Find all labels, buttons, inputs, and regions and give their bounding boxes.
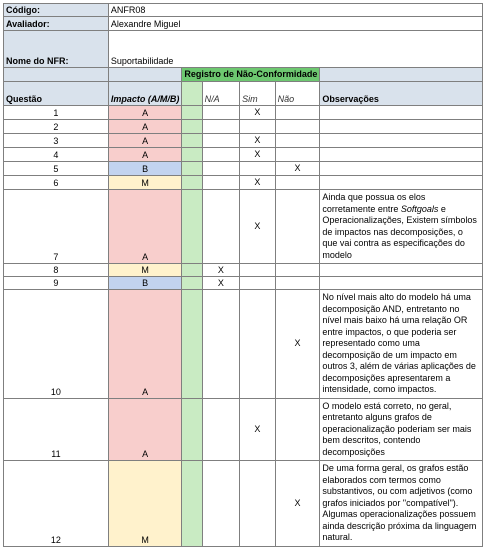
observacoes-cell[interactable] xyxy=(320,106,483,120)
sim-cell[interactable] xyxy=(240,277,276,290)
sim-header: Sim xyxy=(240,82,276,106)
nao-cell[interactable] xyxy=(275,264,320,277)
questao-cell: 2 xyxy=(4,120,109,134)
table-row xyxy=(4,148,483,162)
questao-cell: 3 xyxy=(4,134,109,148)
impacto-cell[interactable]: B xyxy=(108,277,182,290)
table-row xyxy=(4,162,483,176)
questao-cell: 12 xyxy=(4,461,109,547)
nfr-value[interactable]: Suportabilidade xyxy=(108,31,482,68)
softgoals-term: Softgoals xyxy=(400,203,439,214)
questao-cell: 1 xyxy=(4,106,109,120)
nao-cell[interactable] xyxy=(275,176,320,190)
sim-cell[interactable] xyxy=(240,290,276,399)
observacoes-header: Observações xyxy=(320,82,483,106)
na-cell[interactable]: X xyxy=(202,264,240,277)
questao-cell: 9 xyxy=(4,277,109,290)
na-cell[interactable] xyxy=(202,190,240,264)
na-cell[interactable] xyxy=(202,120,240,134)
table-row xyxy=(4,398,483,461)
observacoes-cell[interactable] xyxy=(320,134,483,148)
observacoes-cell[interactable]: No nível mais alto do modelo há uma decomposição AND, entretanto no nível mais baixo há uma relação OR entre impactos, o que poderia ser representado como uma decomposição de um impacto em outros 3, além de várias aplicações de decomposições apresentarem a intensidade, como impactos. xyxy=(320,290,483,399)
na-cell[interactable] xyxy=(202,461,240,547)
sim-cell[interactable]: X xyxy=(240,398,276,461)
sim-cell[interactable]: X xyxy=(240,190,276,264)
impacto-cell[interactable]: A xyxy=(108,106,182,120)
impacto-cell[interactable]: A xyxy=(108,148,182,162)
sim-cell[interactable]: X xyxy=(240,176,276,190)
impacto-cell[interactable]: M xyxy=(108,461,182,547)
questao-cell: 4 xyxy=(4,148,109,162)
nfr-evaluation-sheet xyxy=(3,3,483,547)
nao-cell[interactable]: X xyxy=(275,162,320,176)
avaliador-label: Avaliador: xyxy=(4,17,109,31)
impacto-cell[interactable]: M xyxy=(108,176,182,190)
impacto-cell[interactable]: M xyxy=(108,264,182,277)
table-row xyxy=(4,461,483,547)
nao-cell[interactable] xyxy=(275,277,320,290)
nfr-label: Nome do NFR: xyxy=(4,31,109,68)
nao-cell[interactable]: X xyxy=(275,461,320,547)
nao-cell[interactable] xyxy=(275,134,320,148)
impacto-header: Impacto (A/M/B) xyxy=(108,82,182,106)
sim-cell[interactable] xyxy=(240,162,276,176)
impacto-cell[interactable]: B xyxy=(108,162,182,176)
nao-cell[interactable] xyxy=(275,120,320,134)
observacoes-cell[interactable]: Ainda que possua os elos corretamente entre Softgoals e Operacionalizações, Existem símbolos de impactos nas decomposições, o que vai contra as especificações do modelo xyxy=(320,190,483,264)
impacto-cell[interactable]: A xyxy=(108,120,182,134)
table-row xyxy=(4,277,483,290)
codigo-label: Código: xyxy=(4,4,109,17)
observacoes-cell[interactable] xyxy=(320,120,483,134)
observacoes-cell[interactable] xyxy=(320,176,483,190)
na-cell[interactable] xyxy=(202,106,240,120)
table-row xyxy=(4,290,483,399)
na-cell[interactable] xyxy=(202,162,240,176)
observacoes-cell[interactable]: O modelo está correto, no geral, entretanto alguns grafos de operacionalização poderiam ser mais bem descritos, contendo decomposições xyxy=(320,398,483,461)
table-row xyxy=(4,264,483,277)
observacoes-cell[interactable]: De uma forma geral, os grafos estão elaborados com termos como substantivos, ou com adjetivos (como grafos iniciados por "compatível"). Algumas operacionalizações possuem ainda descrição próxima da linguagem natural. xyxy=(320,461,483,547)
avaliador-row xyxy=(4,17,483,31)
nao-cell[interactable] xyxy=(275,106,320,120)
table-row xyxy=(4,176,483,190)
nao-cell[interactable]: X xyxy=(275,290,320,399)
table-row xyxy=(4,190,483,264)
questao-cell: 10 xyxy=(4,290,109,399)
questao-cell: 7 xyxy=(4,190,109,264)
impacto-cell[interactable]: A xyxy=(108,134,182,148)
nao-cell[interactable] xyxy=(275,398,320,461)
na-header: N/A xyxy=(202,82,240,106)
avaliador-value[interactable]: Alexandre Miguel xyxy=(108,17,482,31)
na-cell[interactable]: X xyxy=(202,277,240,290)
na-cell[interactable] xyxy=(202,176,240,190)
sim-cell[interactable] xyxy=(240,120,276,134)
table-row xyxy=(4,106,483,120)
impacto-cell[interactable]: A xyxy=(108,290,182,399)
column-header-row xyxy=(4,82,483,106)
observacoes-cell[interactable] xyxy=(320,148,483,162)
observacoes-cell[interactable] xyxy=(320,162,483,176)
codigo-row xyxy=(4,4,483,17)
nfr-row xyxy=(4,31,483,68)
na-cell[interactable] xyxy=(202,134,240,148)
table-row xyxy=(4,134,483,148)
questao-cell: 11 xyxy=(4,398,109,461)
questao-cell: 6 xyxy=(4,176,109,190)
sim-cell[interactable]: X xyxy=(240,106,276,120)
sim-cell[interactable]: X xyxy=(240,134,276,148)
registro-nao-conformidade-header: Registro de Não-Conformidade xyxy=(182,68,320,82)
na-cell[interactable] xyxy=(202,398,240,461)
questao-cell: 8 xyxy=(4,264,109,277)
impacto-cell[interactable]: A xyxy=(108,190,182,264)
sim-cell[interactable]: X xyxy=(240,148,276,162)
registro-header-row xyxy=(4,68,483,82)
sim-cell[interactable] xyxy=(240,461,276,547)
impacto-cell[interactable]: A xyxy=(108,398,182,461)
codigo-value[interactable]: ANFR08 xyxy=(108,4,482,17)
observacoes-cell[interactable] xyxy=(320,264,483,277)
observacoes-cell[interactable] xyxy=(320,277,483,290)
nao-header: Não xyxy=(275,82,320,106)
na-cell[interactable] xyxy=(202,290,240,399)
questao-header: Questão xyxy=(4,82,109,106)
sim-cell[interactable] xyxy=(240,264,276,277)
nao-cell[interactable] xyxy=(275,190,320,264)
na-cell[interactable] xyxy=(202,148,240,162)
questao-cell: 5 xyxy=(4,162,109,176)
table-row xyxy=(4,120,483,134)
nao-cell[interactable] xyxy=(275,148,320,162)
